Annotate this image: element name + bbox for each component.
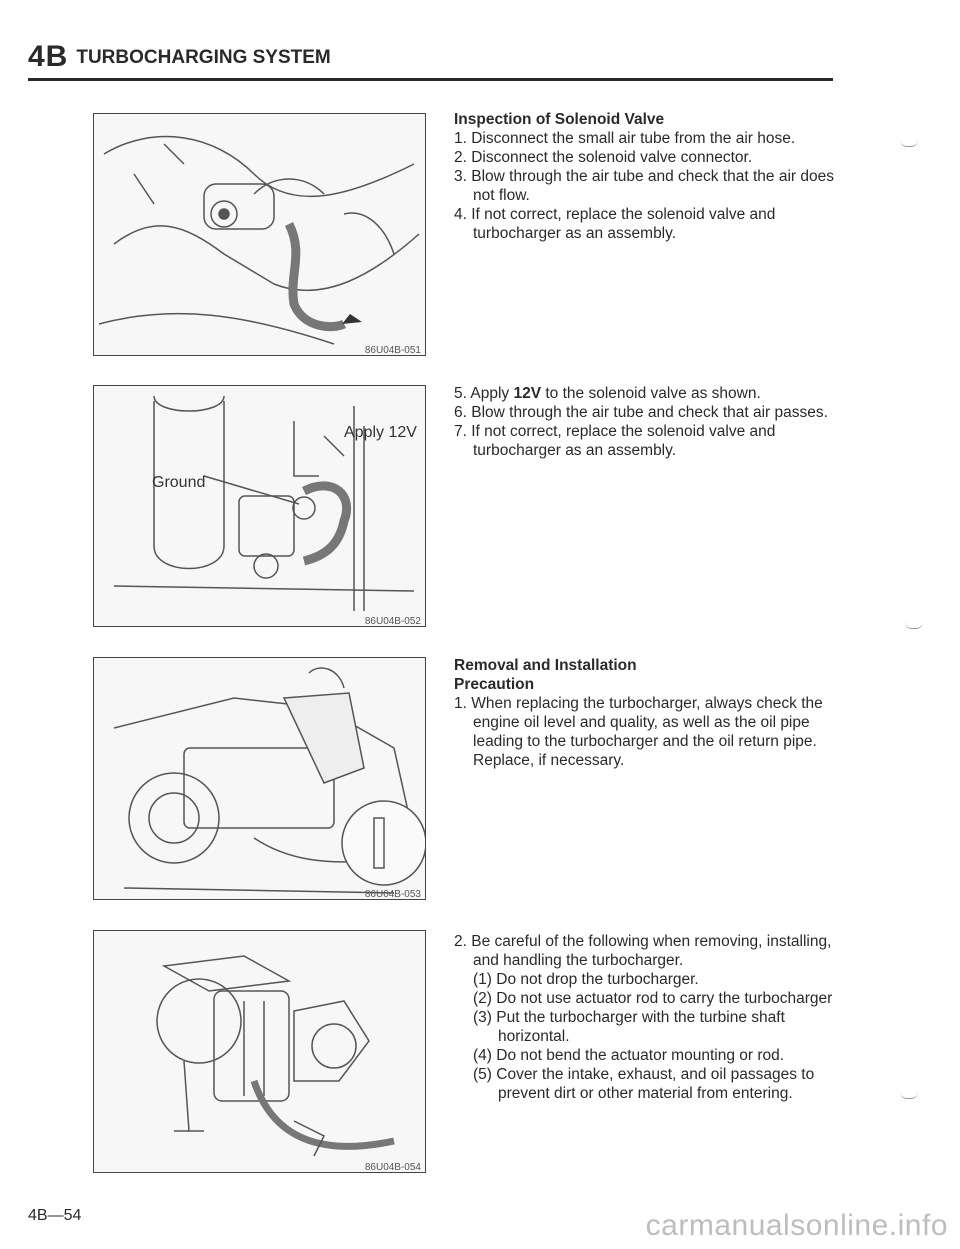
figure-code: 86U04B-051 (364, 345, 421, 356)
engine-oil-illustration (94, 658, 425, 899)
section-solenoid-inspection (454, 110, 840, 243)
scan-mark (905, 622, 923, 629)
figure-solenoid-air-tube (93, 113, 426, 356)
sub-item: (5) Cover the intake, exhaust, and oil passages to prevent dirt or other material from entering. (473, 1066, 815, 1102)
header-rule (28, 78, 833, 81)
sub-item: (3) Put the turbocharger with the turbine shaft horizontal. (473, 1009, 785, 1045)
sub-item: (4) Do not bend the actuator mounting or rod. (473, 1047, 785, 1064)
section-subheading: Precaution (454, 676, 535, 693)
step-item: 7. If not correct, replace the solenoid valve and turbocharger as an assembly. (454, 423, 776, 459)
sub-item: (1) Do not drop the turbocharger. (473, 971, 699, 988)
step-note: Replace, if necessary. (473, 752, 625, 769)
sub-item: (2) Do not use actuator rod to carry the turbocharger (473, 990, 833, 1007)
section-handling-precautions (454, 932, 840, 1103)
turbocharger-illustration (94, 931, 425, 1172)
section-removal-installation (454, 656, 840, 770)
solenoid-wiring-illustration (94, 386, 425, 626)
figure-apply-12v (93, 385, 426, 627)
page-number: 4B—54 (28, 1207, 82, 1224)
figure-code: 86U04B-052 (364, 616, 421, 627)
figure-code: 86U04B-054 (364, 1162, 421, 1173)
section-apply-voltage (454, 384, 840, 460)
section-heading: Removal and Installation (454, 657, 637, 674)
section-title: TURBOCHARGING SYSTEM (76, 47, 331, 68)
solenoid-valve-illustration (94, 114, 425, 355)
scan-mark (900, 1092, 918, 1099)
section-heading: Inspection of Solenoid Valve (454, 111, 665, 128)
step-item: 2. Disconnect the solenoid valve connector. (454, 149, 753, 166)
apply-12v-label: Apply 12V (344, 424, 417, 441)
step-item: 1. When replacing the turbocharger, always check the engine oil level and quality, as well as the oil pipe leading to the turbocharger and the oil return pipe. (454, 695, 823, 750)
scan-mark (900, 140, 918, 147)
figure-engine-oil-check (93, 657, 426, 900)
step-item: 2. Be careful of the following when removing, installing, and handling the turbocharger. (454, 933, 832, 969)
step-item: 6. Blow through the air tube and check that air passes. (454, 404, 828, 421)
section-code: 4B (28, 40, 69, 73)
step-item: 3. Blow through the air tube and check that the air does not flow. (454, 168, 834, 204)
step-item: 1. Disconnect the small air tube from the air hose. (454, 130, 796, 147)
figure-turbocharger (93, 930, 426, 1173)
step-item: 5. Apply 12V to the solenoid valve as shown. (454, 385, 761, 402)
step-item: 4. If not correct, replace the solenoid valve and turbocharger as an assembly. (454, 206, 776, 242)
watermark: carmanualsonline.info (645, 1209, 948, 1242)
page-header (28, 40, 331, 74)
ground-label: Ground (152, 474, 206, 491)
figure-code: 86U04B-053 (364, 889, 421, 900)
